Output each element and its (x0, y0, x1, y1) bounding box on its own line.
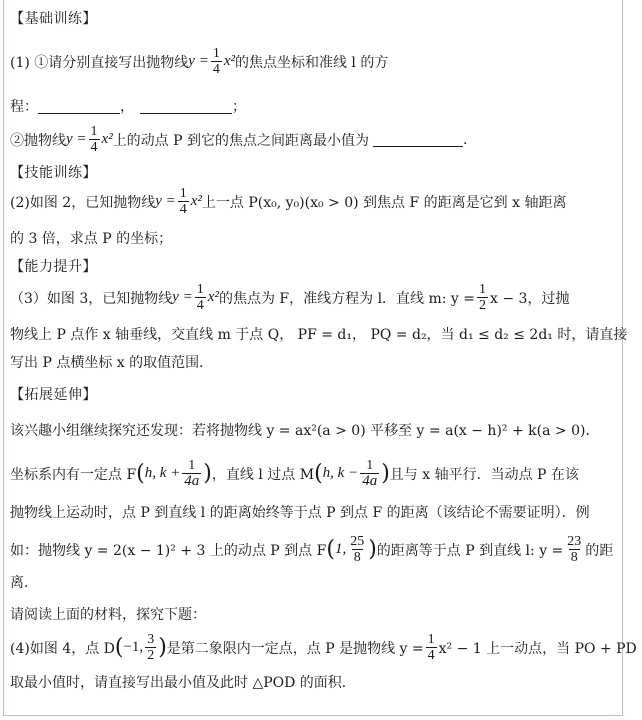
ext-line2-c: 且与 x 轴平行．当动点 P 在该 (389, 466, 579, 483)
frac-num: 3 (147, 632, 155, 647)
frac-den: 2 (479, 298, 487, 313)
frac-num: 1 (179, 186, 187, 201)
ext-line4-b: 的距离等于点 P 到直线 l: y = (376, 542, 564, 559)
ext-line2-b: ，直线 l 过点 M (211, 466, 315, 483)
q1-line2 (10, 96, 246, 116)
ext-line1: 该兴趣小组继续探究还发现：若将抛物线 y = ax²(a > 0) 平移至 y = a(x − h)² + k(a > 0)． (10, 423, 600, 439)
point-d-coords: −1, (123, 639, 144, 655)
point-m-coords: h, k − (322, 465, 359, 481)
frac-den: 4 (427, 648, 435, 663)
q1p2-y-eq: y = (66, 131, 87, 147)
frac-den: 4 (90, 140, 98, 155)
frac-num: 23 (567, 534, 582, 549)
section-extend-heading: 【拓展延伸】 (10, 387, 97, 403)
frac-num: 25 (350, 534, 365, 549)
section-skill-heading: 【技能训练】 (10, 165, 97, 181)
ext-line2-a: 坐标系内有一定点 F (10, 466, 137, 483)
ext-line4 (10, 534, 613, 565)
fraction-one-half (477, 282, 488, 313)
q1-prefix: (1) ①请分别直接写出抛物线 (10, 54, 189, 71)
frac-num: 1 (188, 458, 196, 473)
q3-y-eq: y = (172, 289, 193, 305)
q2-prefix: (2)如图 2，已知抛物线 (10, 194, 156, 211)
q1-y-eq: y = (188, 53, 209, 69)
frac-num: 1 (90, 124, 98, 139)
q1-period: . (463, 131, 468, 148)
frac-den: 4 (196, 298, 204, 313)
ext-line6: 请阅读上面的材料，探究下题： (10, 607, 206, 623)
q1p2-x2: x² (101, 131, 113, 147)
q4-line1-c: x² − 1 上一动点，当 PO + PD (438, 640, 637, 657)
q2-line1 (10, 186, 566, 217)
q3-line1 (10, 282, 569, 313)
frac-num: 1 (479, 282, 487, 297)
paren-open: ( (326, 536, 335, 562)
ext-line4-a: 如：抛物线 y = 2(x − 1)² + 3 上的动点 P 到点 F (10, 542, 327, 559)
frac-num: 1 (427, 632, 435, 647)
frac-den: 2 (147, 648, 155, 663)
q1-comma: ， (120, 99, 134, 115)
q3-prefix: （3）如图 3，已知抛物线 (10, 290, 173, 307)
q1-part2-suffix: 上的动点 P 到它的焦点之间距离最小值为 (112, 132, 370, 149)
paren-close: ) (203, 460, 212, 486)
ext-line3: 抛物线上运动时，点 P 到直线 l 的距离始终等于点 P 到点 F 的距离（该结论不需要证明）．例 (10, 505, 590, 521)
fraction-3-over-2 (145, 632, 156, 663)
fraction-one-over-4a (182, 458, 201, 489)
fraction-one-quarter (178, 186, 189, 217)
q4-line1-a: (4)如图 4，点 D (10, 640, 115, 657)
q3-line2: 物线上 P 点作 x 轴垂线，交直线 m 于点 Q， PF = d₁， PQ = d₂，当 d₁ ≤ d₂ ≤ 2d₁ 时，请直接 (10, 327, 628, 343)
frac-den: 4 (179, 202, 187, 217)
paren-close: ) (158, 634, 167, 660)
ext-line2 (10, 458, 579, 489)
q3-x2: x² (207, 289, 219, 305)
q2-line2: 的 3 倍，求点 P 的坐标； (10, 231, 173, 247)
section-ability-heading: 【能力提升】 (10, 259, 97, 275)
ext-line5: 离． (10, 575, 38, 591)
fraction-23-over-8 (565, 534, 583, 565)
fraction-25-over-8 (348, 534, 366, 565)
fraction-one-quarter (195, 282, 206, 313)
paren-open: ( (114, 634, 124, 660)
q1-part2-prefix: ②抛物线 (10, 132, 66, 149)
paren-open: ( (136, 460, 145, 486)
paren-close: ) (368, 536, 377, 562)
q3-after: x − 3，过抛 (490, 290, 570, 307)
q2-y-eq: y = (155, 193, 176, 209)
frac-num: 1 (366, 458, 374, 473)
q4-line2: 取最小值时，请直接写出最小值及此时 △POD 的面积． (10, 675, 356, 691)
q1-suffix: 的焦点坐标和准线 l 的方 (234, 54, 389, 71)
paren-close: ) (381, 460, 390, 486)
point-f-example: 1, (334, 541, 347, 557)
answer-blank-directrix[interactable] (140, 99, 232, 114)
q3-line3: 写出 P 点横坐标 x 的取值范围． (10, 355, 214, 371)
q2-middle: 上一点 P(x₀, y₀)(x₀ > 0) 到焦点 F 的距离是它到 x 轴距离 (201, 194, 567, 211)
fraction-one-quarter (89, 124, 100, 155)
frac-num: 1 (212, 46, 220, 61)
paren-open: ( (314, 460, 323, 486)
q1-part2 (10, 124, 467, 155)
q2-x2: x² (190, 193, 202, 209)
q4-line1-b: 是第二象限内一定点，点 P 是抛物线 y = (166, 640, 424, 657)
frac-den: 4 (212, 62, 220, 77)
q3-middle: 的焦点为 F，准线方程为 l．直线 m: y = (218, 290, 476, 307)
frac-den: 4a (184, 473, 200, 489)
q1-x2: x² (223, 53, 235, 69)
answer-blank-focus[interactable] (38, 99, 120, 114)
section-basic-heading: 【基础训练】 (10, 11, 97, 27)
frac-den: 8 (353, 550, 361, 565)
q4-line1 (10, 632, 637, 663)
frac-den: 4a (362, 473, 378, 489)
point-f-coords: h, k + (144, 465, 181, 481)
ext-line4-c: 的距 (585, 542, 614, 559)
q1-line2-prefix: 程： (10, 99, 38, 115)
fraction-one-quarter (426, 632, 437, 663)
frac-num: 1 (196, 282, 204, 297)
fraction-one-over-4a (360, 458, 379, 489)
answer-blank-min-distance[interactable] (373, 132, 463, 147)
q1-line1 (10, 46, 388, 77)
frac-den: 8 (570, 550, 578, 565)
q1-semicolon: ； (232, 99, 246, 115)
fraction-one-quarter (211, 46, 222, 77)
